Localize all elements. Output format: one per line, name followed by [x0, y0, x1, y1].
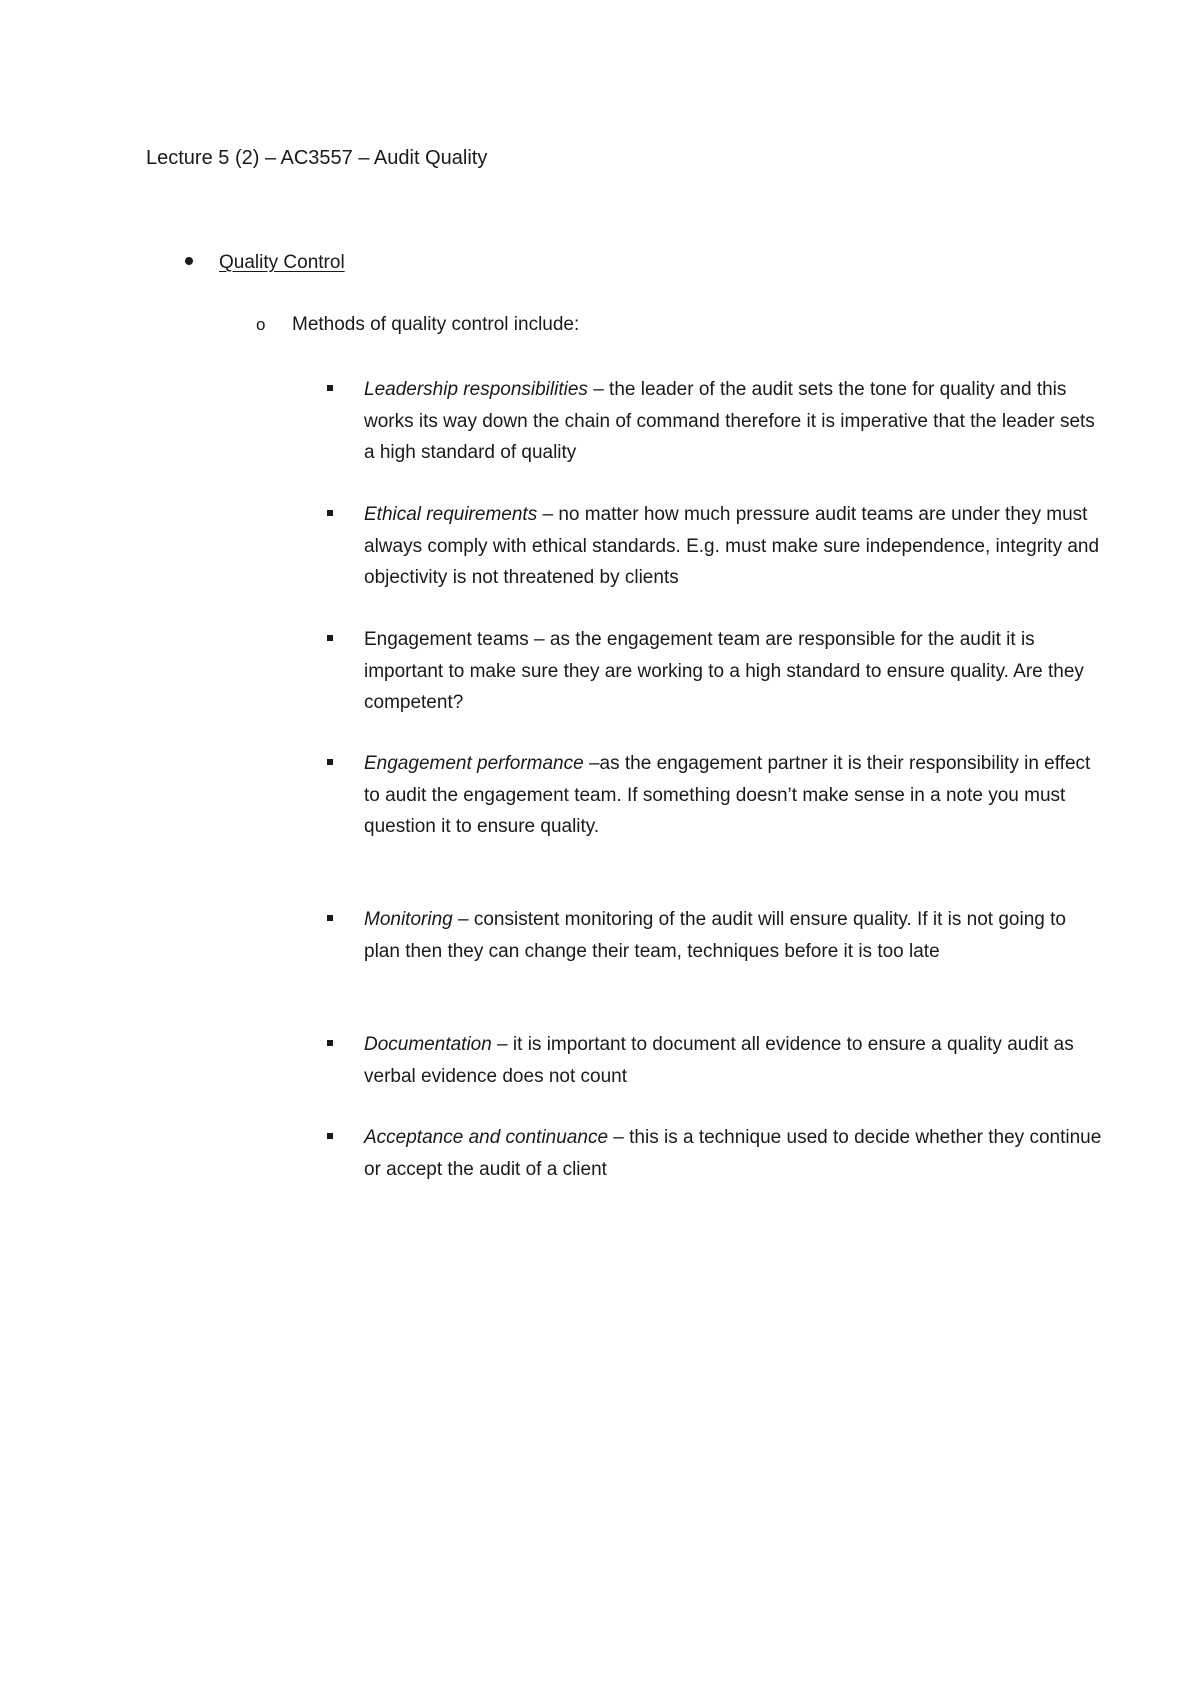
square-bullet-icon	[327, 635, 333, 641]
square-bullet-icon	[327, 1133, 333, 1139]
list-item-text	[364, 1122, 1104, 1185]
list-item-text	[364, 904, 1104, 967]
page-title: Lecture 5 (2) – AC3557 – Audit Quality	[146, 147, 488, 169]
square-bullet-icon	[327, 915, 333, 921]
list-item-text	[364, 374, 1104, 469]
square-bullet-icon	[327, 759, 333, 765]
list-item-term: Documentation	[364, 1034, 492, 1055]
list-item-text	[364, 499, 1104, 594]
list-item-text	[364, 1029, 1104, 1092]
square-bullet-icon	[327, 1040, 333, 1046]
list-item-description: – the leader of the audit sets the tone for quality and this works its way down the chain of command therefore it is imperative that the leader sets a high standard of quality	[364, 379, 1095, 463]
list-item-text	[364, 624, 1104, 719]
bullet-dot-icon	[185, 257, 193, 265]
list-item-description: –as the engagement partner it is their responsibility in effect to audit the engagement team. If something doesn’t make sense in a note you must question it to ensure quality.	[364, 753, 1091, 837]
square-bullet-icon	[327, 385, 333, 391]
list-item-term: Monitoring	[364, 909, 453, 930]
list-item-term: Ethical requirements	[364, 504, 538, 525]
list-item-description: – no matter how much pressure audit teams are under they must always comply with ethical standards. E.g. must make sure independence, integrity and objectivity is not threatened by clients	[364, 504, 1100, 588]
list-item-description: – this is a technique used to decide whether they continue or accept the audit of a client	[364, 1127, 1102, 1180]
list-item-text	[364, 748, 1104, 843]
list-item-description: Engagement teams – as the engagement team are responsible for the audit it is important to make sure they are working to a high standard to ensure quality. Are they competent?	[364, 629, 1084, 713]
sub-section-heading: Methods of quality control include:	[292, 314, 580, 335]
list-item-term: Acceptance and continuance	[364, 1127, 609, 1148]
list-item-description: – it is important to document all evidence to ensure a quality audit as verbal evidence does not count	[364, 1034, 1074, 1087]
list-item-description: – consistent monitoring of the audit will ensure quality. If it is not going to plan then they can change their team, techniques before it is too late	[364, 909, 1066, 962]
sub-bullet-marker: o	[256, 315, 266, 334]
square-bullet-icon	[327, 510, 333, 516]
list-item-term: Leadership responsibilities	[364, 379, 588, 400]
section-heading: Quality Control	[219, 252, 345, 273]
list-item-term: Engagement performance	[364, 753, 584, 774]
